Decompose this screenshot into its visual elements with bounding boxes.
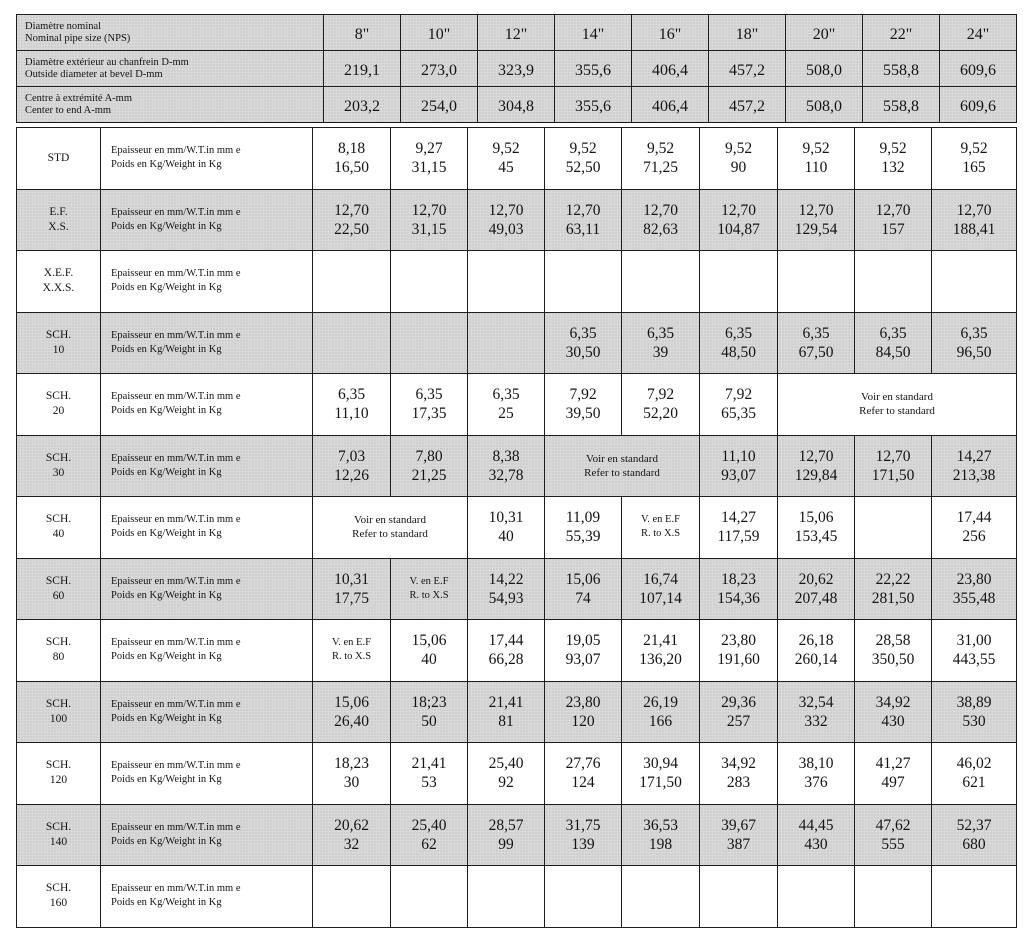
row-description: Epaisseur en mm/W.T.in mm e Poids en Kg/Weight in Kg	[101, 497, 313, 559]
schedule-row-20	[17, 374, 1017, 436]
schedule-row-100	[17, 681, 1017, 743]
schedule-row-160	[17, 866, 1017, 928]
ce-cell: 304,8	[478, 87, 555, 123]
size-cell: 16"	[632, 15, 709, 51]
data-cell: 26,18 260,14	[778, 620, 855, 682]
od-cell: 323,9	[478, 51, 555, 87]
data-cell: 36,53 198	[622, 804, 700, 866]
data-cell: 6,35 96,50	[932, 312, 1017, 374]
data-cell: 34,92 430	[855, 681, 932, 743]
schedule-table	[16, 127, 1017, 928]
row-description: Epaisseur en mm/W.T.in mm e Poids en Kg/Weight in Kg	[101, 620, 313, 682]
empty-cell	[391, 312, 468, 374]
data-cell: 9,52 45	[468, 128, 545, 190]
schedule-code: SCH. 10	[17, 312, 101, 374]
schedule-code: SCH. 30	[17, 435, 101, 497]
data-cell: 11,10 93,07	[700, 435, 778, 497]
data-cell: 12,70 22,50	[313, 189, 391, 251]
empty-cell	[622, 251, 700, 313]
data-cell: 31,00 443,55	[932, 620, 1017, 682]
refer-to-xs-note: V. en E.F R. to X.S	[391, 558, 468, 620]
data-cell: 6,35 67,50	[778, 312, 855, 374]
empty-cell	[778, 866, 855, 928]
schedule-code: SCH. 100	[17, 681, 101, 743]
data-cell: 14,27 117,59	[700, 497, 778, 559]
row-description: Epaisseur en mm/W.T.in mm e Poids en Kg/Weight in Kg	[101, 743, 313, 805]
ce-cell: 355,6	[555, 87, 632, 123]
data-cell: 18,23 154,36	[700, 558, 778, 620]
data-cell: 39,67 387	[700, 804, 778, 866]
row-label: Centre à extrémité A-mm Center to end A-mm	[17, 87, 324, 123]
schedule-code: SCH. 20	[17, 374, 101, 436]
od-cell: 457,2	[709, 51, 786, 87]
size-cell: 12"	[478, 15, 555, 51]
data-cell: 7,03 12,26	[313, 435, 391, 497]
data-cell: 17,44 66,28	[468, 620, 545, 682]
data-cell: 14,22 54,93	[468, 558, 545, 620]
data-cell: 6,35 39	[622, 312, 700, 374]
size-cell: 20"	[786, 15, 863, 51]
data-cell: 9,52 165	[932, 128, 1017, 190]
size-cell: 24"	[940, 15, 1017, 51]
ce-cell: 406,4	[632, 87, 709, 123]
row-description: Epaisseur en mm/W.T.in mm e Poids en Kg/Weight in Kg	[101, 866, 313, 928]
empty-cell	[391, 866, 468, 928]
row-description: Epaisseur en mm/W.T.in mm e Poids en Kg/Weight in Kg	[101, 804, 313, 866]
data-cell: 7,92 65,35	[700, 374, 778, 436]
data-cell: 16,74 107,14	[622, 558, 700, 620]
nominal-size-row	[17, 15, 1017, 51]
empty-cell	[313, 312, 391, 374]
od-cell: 609,6	[940, 51, 1017, 87]
data-cell: 31,75 139	[545, 804, 622, 866]
schedule-code: STD	[17, 128, 101, 190]
data-cell: 19,05 93,07	[545, 620, 622, 682]
empty-cell	[545, 866, 622, 928]
refer-to-standard-note: Voir en standard Refer to standard	[545, 435, 700, 497]
data-cell: 6,35 17,35	[391, 374, 468, 436]
data-cell: 23,80 355,48	[932, 558, 1017, 620]
empty-cell	[855, 497, 932, 559]
empty-cell	[468, 251, 545, 313]
data-cell: 14,27 213,38	[932, 435, 1017, 497]
data-cell: 7,92 39,50	[545, 374, 622, 436]
data-cell: 23,80 120	[545, 681, 622, 743]
data-cell: 41,27 497	[855, 743, 932, 805]
data-cell: 47,62 555	[855, 804, 932, 866]
data-cell: 12,70 129,54	[778, 189, 855, 251]
data-cell: 9,52 132	[855, 128, 932, 190]
row-description: Epaisseur en mm/W.T.in mm e Poids en Kg/Weight in Kg	[101, 128, 313, 190]
ce-cell: 457,2	[709, 87, 786, 123]
data-cell: 20,62 207,48	[778, 558, 855, 620]
refer-to-standard-note: Voir en standard Refer to standard	[778, 374, 1017, 436]
od-cell: 406,4	[632, 51, 709, 87]
data-cell: 7,92 52,20	[622, 374, 700, 436]
data-cell: 9,52 90	[700, 128, 778, 190]
data-cell: 46,02 621	[932, 743, 1017, 805]
ce-cell: 203,2	[324, 87, 401, 123]
data-cell: 15,06 40	[391, 620, 468, 682]
refer-to-xs-note: V. en E.F R. to X.S	[313, 620, 391, 682]
data-cell: 10,31 17,75	[313, 558, 391, 620]
data-cell: 44,45 430	[778, 804, 855, 866]
data-cell: 12,70 171,50	[855, 435, 932, 497]
data-cell: 15,06 74	[545, 558, 622, 620]
schedule-code: SCH. 120	[17, 743, 101, 805]
od-cell: 558,8	[863, 51, 940, 87]
data-cell: 28,58 350,50	[855, 620, 932, 682]
empty-cell	[313, 866, 391, 928]
data-cell: 18,23 30	[313, 743, 391, 805]
od-cell: 273,0	[401, 51, 478, 87]
data-cell: 30,94 171,50	[622, 743, 700, 805]
data-cell: 32,54 332	[778, 681, 855, 743]
empty-cell	[855, 866, 932, 928]
row-description: Epaisseur en mm/W.T.in mm e Poids en Kg/Weight in Kg	[101, 681, 313, 743]
schedule-code: SCH. 60	[17, 558, 101, 620]
data-cell: 11,09 55,39	[545, 497, 622, 559]
refer-to-standard-note: Voir en standard Refer to standard	[313, 497, 468, 559]
ce-cell: 558,8	[863, 87, 940, 123]
schedule-row-80	[17, 620, 1017, 682]
data-cell: 27,76 124	[545, 743, 622, 805]
data-cell: 6,35 25	[468, 374, 545, 436]
data-cell: 6,35 48,50	[700, 312, 778, 374]
center-to-end-row	[17, 87, 1017, 123]
schedule-row-120	[17, 743, 1017, 805]
empty-cell	[932, 251, 1017, 313]
ce-cell: 609,6	[940, 87, 1017, 123]
empty-cell	[468, 312, 545, 374]
od-cell: 355,6	[555, 51, 632, 87]
data-cell: 6,35 11,10	[313, 374, 391, 436]
data-cell: 23,80 191,60	[700, 620, 778, 682]
data-cell: 21,41 53	[391, 743, 468, 805]
data-cell: 25,40 62	[391, 804, 468, 866]
data-cell: 25,40 92	[468, 743, 545, 805]
data-cell: 52,37 680	[932, 804, 1017, 866]
od-cell: 508,0	[786, 51, 863, 87]
schedule-row-140	[17, 804, 1017, 866]
empty-cell	[700, 251, 778, 313]
row-label: Diamètre nominal Nominal pipe size (NPS)	[17, 15, 324, 51]
ce-cell: 254,0	[401, 87, 478, 123]
data-cell: 26,19 166	[622, 681, 700, 743]
outside-diameter-row	[17, 51, 1017, 87]
data-cell: 12,70 82,63	[622, 189, 700, 251]
empty-cell	[855, 251, 932, 313]
data-cell: 12,70 49,03	[468, 189, 545, 251]
data-cell: 28,57 99	[468, 804, 545, 866]
row-description: Epaisseur en mm/W.T.in mm e Poids en Kg/Weight in Kg	[101, 558, 313, 620]
schedule-code: SCH. 140	[17, 804, 101, 866]
row-description: Epaisseur en mm/W.T.in mm e Poids en Kg/Weight in Kg	[101, 435, 313, 497]
data-cell: 20,62 32	[313, 804, 391, 866]
data-cell: 12,70 157	[855, 189, 932, 251]
data-cell: 15,06 153,45	[778, 497, 855, 559]
row-description: Epaisseur en mm/W.T.in mm e Poids en Kg/Weight in Kg	[101, 189, 313, 251]
data-cell: 8,38 32,78	[468, 435, 545, 497]
size-cell: 14"	[555, 15, 632, 51]
empty-cell	[932, 866, 1017, 928]
empty-cell	[313, 251, 391, 313]
schedule-code: SCH. 40	[17, 497, 101, 559]
refer-to-xs-note: V. en E.F R. to X.S	[622, 497, 700, 559]
data-cell: 7,80 21,25	[391, 435, 468, 497]
schedule-code: SCH. 160	[17, 866, 101, 928]
data-cell: 38,10 376	[778, 743, 855, 805]
row-label: Diamètre extérieur au chanfrein D-mm Outside diameter at bevel D-mm	[17, 51, 324, 87]
size-cell: 8"	[324, 15, 401, 51]
data-cell: 12,70 188,41	[932, 189, 1017, 251]
data-cell: 12,70 104,87	[700, 189, 778, 251]
data-cell: 15,06 26,40	[313, 681, 391, 743]
data-cell: 9,52 110	[778, 128, 855, 190]
data-cell: 17,44 256	[932, 497, 1017, 559]
empty-cell	[700, 866, 778, 928]
data-cell: 6,35 84,50	[855, 312, 932, 374]
data-cell: 8,18 16,50	[313, 128, 391, 190]
empty-cell	[468, 866, 545, 928]
empty-cell	[778, 251, 855, 313]
data-cell: 22,22 281,50	[855, 558, 932, 620]
empty-cell	[545, 251, 622, 313]
data-cell: 6,35 30,50	[545, 312, 622, 374]
od-cell: 219,1	[324, 51, 401, 87]
row-description: Epaisseur en mm/W.T.in mm e Poids en Kg/Weight in Kg	[101, 312, 313, 374]
schedule-row-60	[17, 558, 1017, 620]
data-cell: 9,52 52,50	[545, 128, 622, 190]
schedule-code: SCH. 80	[17, 620, 101, 682]
data-cell: 38,89 530	[932, 681, 1017, 743]
schedule-row-std	[17, 128, 1017, 190]
data-cell: 9,27 31,15	[391, 128, 468, 190]
data-cell: 12,70 31,15	[391, 189, 468, 251]
data-cell: 29,36 257	[700, 681, 778, 743]
data-cell: 21,41 136,20	[622, 620, 700, 682]
dimensions-table	[16, 14, 1017, 123]
empty-cell	[391, 251, 468, 313]
schedule-code: X.E.F. X.X.S.	[17, 251, 101, 313]
size-cell: 22"	[863, 15, 940, 51]
schedule-row-xxs	[17, 251, 1017, 313]
empty-cell	[622, 866, 700, 928]
schedule-row-xs	[17, 189, 1017, 251]
data-cell: 18;23 50	[391, 681, 468, 743]
size-cell: 10"	[401, 15, 478, 51]
row-description: Epaisseur en mm/W.T.in mm e Poids en Kg/Weight in Kg	[101, 251, 313, 313]
data-cell: 21,41 81	[468, 681, 545, 743]
size-cell: 18"	[709, 15, 786, 51]
row-description: Epaisseur en mm/W.T.in mm e Poids en Kg/Weight in Kg	[101, 374, 313, 436]
ce-cell: 508,0	[786, 87, 863, 123]
data-cell: 12,70 63,11	[545, 189, 622, 251]
schedule-row-40	[17, 497, 1017, 559]
data-cell: 10,31 40	[468, 497, 545, 559]
schedule-code: E.F. X.S.	[17, 189, 101, 251]
schedule-row-10	[17, 312, 1017, 374]
data-cell: 34,92 283	[700, 743, 778, 805]
data-cell: 9,52 71,25	[622, 128, 700, 190]
schedule-row-30	[17, 435, 1017, 497]
data-cell: 12,70 129,84	[778, 435, 855, 497]
